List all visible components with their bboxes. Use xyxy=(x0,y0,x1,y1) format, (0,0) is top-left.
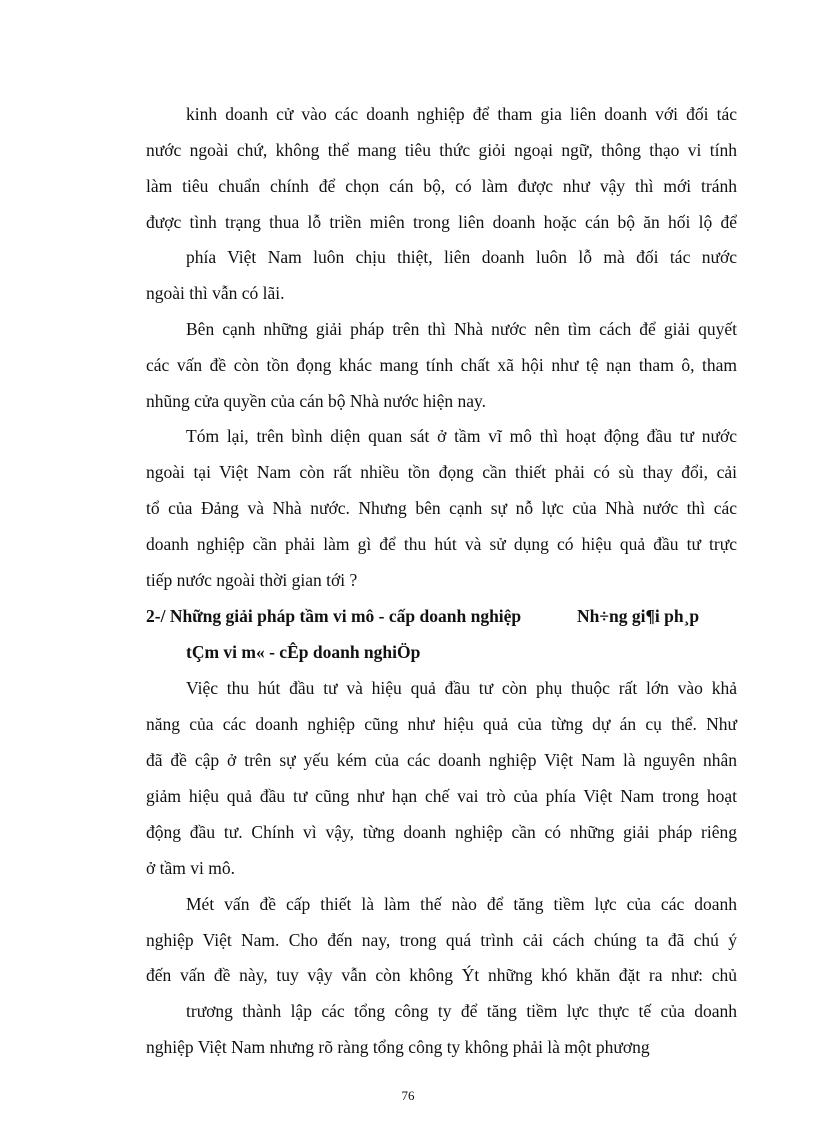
text-line: ngoài tại Việt Nam còn rất nhiều tồn đọng cần thiết phải có sù thay đổi, cải xyxy=(146,462,737,482)
section-heading: 2-/ Những giải pháp tầm vi mô - cấp doanh nghiệp xyxy=(146,606,522,626)
text-line: các vấn đề còn tồn đọng khác mang tính chất xã hội như tệ nạn tham ô, tham xyxy=(146,355,737,375)
text-line: Mét vấn đề cấp thiết là làm thế nào để tăng tiềm lực của các doanh xyxy=(186,894,737,914)
text-line: được tình trạng thua lỗ triền miên trong liên doanh hoặc cán bộ ăn hối lộ để xyxy=(146,212,737,232)
text-line: tổ của Đảng và Nhà nước. Nhưng bên cạnh sự nỗ lực của Nhà nước thì các xyxy=(146,498,737,518)
text-line: năng của các doanh nghiệp cũng như hiệu quả của từng dự án cụ thể. Như xyxy=(146,714,737,734)
text-line: trương thành lập các tổng công ty để tăng tiềm lực thực tế của doanh xyxy=(186,1001,737,1021)
text-line: ngoài thì vẫn có lãi. xyxy=(146,283,285,303)
text-line: làm tiêu chuẩn chính để chọn cán bộ, có làm được như vậy thì mới tránh xyxy=(146,176,737,196)
text-line: tiếp nước ngoài thời gian tới ? xyxy=(146,570,358,590)
text-line: Tóm lại, trên bình diện quan sát ở tầm vĩ mô thì hoạt động đầu tư nước xyxy=(186,426,737,446)
section-heading-garbled-cont: tÇm vi m« - cÊp doanh nghiÖp xyxy=(186,642,421,662)
text-line: ở tầm vi mô. xyxy=(146,858,235,878)
text-line: giảm hiệu quả đầu tư cũng như hạn chế vai trò của phía Việt Nam trong hoạt xyxy=(146,786,737,806)
section-heading-garbled: Nh÷ng gi¶i ph¸p xyxy=(577,606,700,626)
text-line: động đầu tư. Chính vì vậy, từng doanh nghiệp cần có những giải pháp riêng xyxy=(146,822,737,842)
text-line: nước ngoài chứ, không thể mang tiêu thức giỏi ngoại ngữ, thông thạo vi tính xyxy=(146,140,737,160)
text-line: đã đề cập ở trên sự yếu kém của các doanh nghiệp Việt Nam là nguyên nhân xyxy=(146,750,737,770)
text-line: nhũng cửa quyền của cán bộ Nhà nước hiện nay. xyxy=(146,391,487,411)
page-number: 76 xyxy=(401,1088,415,1103)
text-line: đến vấn đề này, tuy vậy vẫn còn không Ýt những khó khăn đặt ra như: chủ xyxy=(146,965,737,985)
text-line: nghiệp Việt Nam nhưng rõ ràng tổng công ty không phải là một phương xyxy=(146,1037,650,1057)
text-line: kinh doanh cử vào các doanh nghiệp để tham gia liên doanh với đối tác xyxy=(186,104,737,124)
text-line: doanh nghiệp cần phải làm gì để thu hút và sử dụng có hiệu quả đầu tư trực xyxy=(146,534,737,554)
text-line: nghiệp Việt Nam. Cho đến nay, trong quá trình cải cách chúng ta đã chú ý xyxy=(146,930,737,950)
text-line: Việc thu hút đầu tư và hiệu quả đầu tư còn phụ thuộc rất lớn vào khả xyxy=(186,678,737,698)
text-line: Bên cạnh những giải pháp trên thì Nhà nước nên tìm cách để giải quyết xyxy=(186,319,737,339)
text-line: phía Việt Nam luôn chịu thiệt, liên doanh luôn lỗ mà đối tác nước xyxy=(186,247,737,267)
